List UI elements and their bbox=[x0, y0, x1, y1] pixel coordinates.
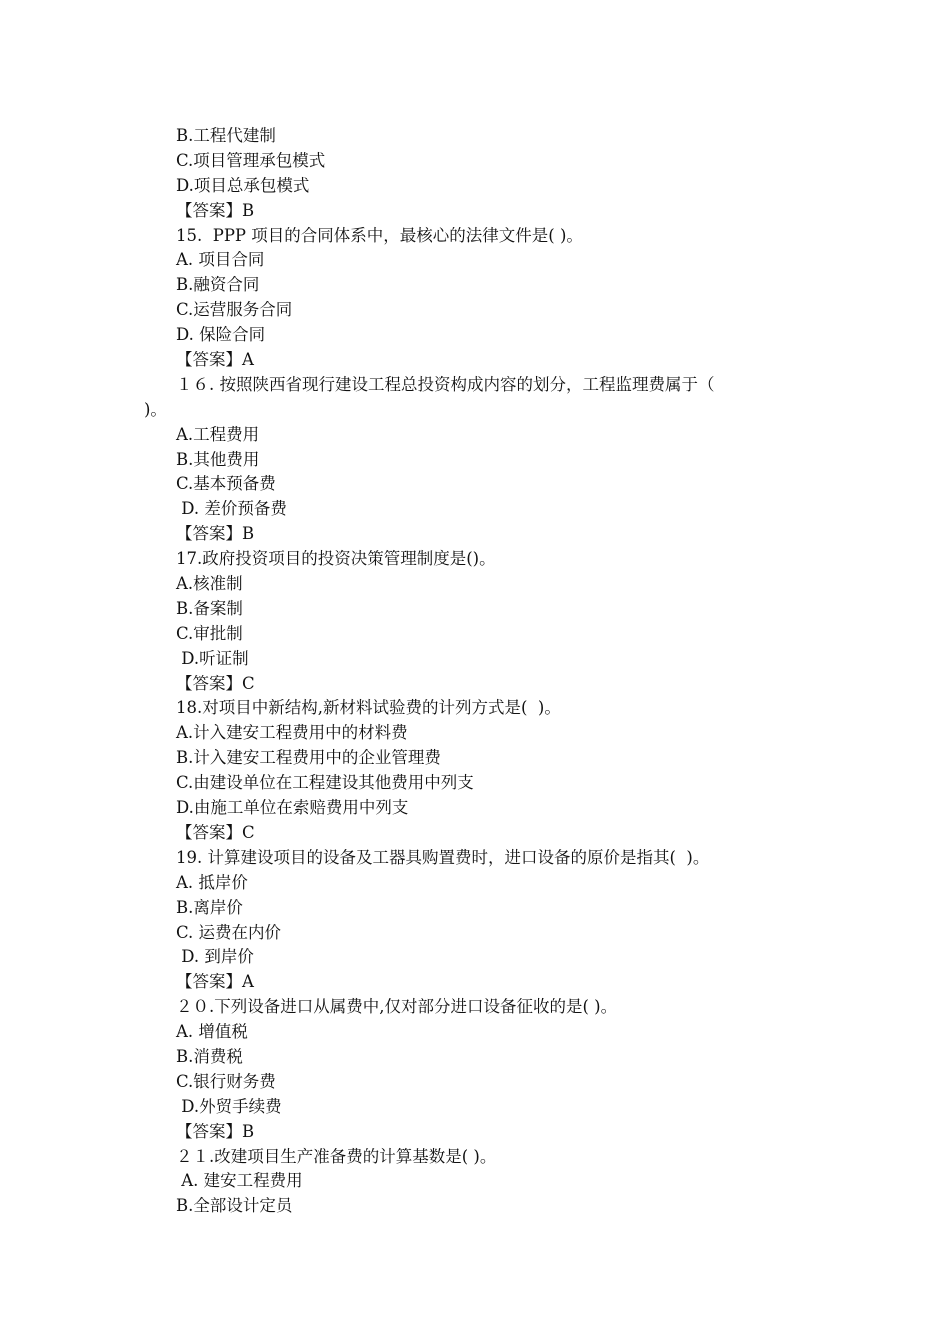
option-line: C.运营服务合同 bbox=[176, 300, 293, 320]
question-line: ２０.下列设备进口从属费中,仅对部分进口设备征收的是( )。 bbox=[176, 997, 618, 1017]
option-line: A.计入建安工程费用中的材料费 bbox=[176, 723, 408, 743]
answer-line: 【答案】B bbox=[176, 524, 255, 544]
question-line: 18.对项目中新结构,新材料试验费的计列方式是( )。 bbox=[176, 698, 561, 718]
option-line: A. 建安工程费用 bbox=[176, 1171, 303, 1191]
option-line: D. 到岸价 bbox=[176, 947, 254, 967]
answer-line: 【答案】A bbox=[176, 972, 254, 992]
option-line: B.消费税 bbox=[176, 1046, 243, 1066]
question-line: 17.政府投资项目的投资决策管理制度是()。 bbox=[176, 549, 496, 569]
option-line: A. 抵岸价 bbox=[176, 872, 248, 892]
answer-line: 【答案】C bbox=[176, 822, 255, 842]
option-line: B.融资合同 bbox=[176, 275, 260, 295]
option-line: C.审批制 bbox=[176, 623, 243, 643]
option-line: A.核准制 bbox=[176, 574, 243, 594]
option-line: D.由施工单位在索赔费用中列支 bbox=[176, 798, 409, 818]
option-line: B.工程代建制 bbox=[176, 126, 276, 145]
option-line: B.计入建安工程费用中的企业管理费 bbox=[176, 748, 441, 768]
option-line: D.项目总承包模式 bbox=[176, 175, 310, 195]
option-line: B.备案制 bbox=[176, 598, 243, 618]
option-line: C.项目管理承包模式 bbox=[176, 150, 326, 170]
option-line: A. 增值税 bbox=[176, 1022, 248, 1042]
question-line: ２１.改建项目生产准备费的计算基数是( )。 bbox=[176, 1146, 497, 1166]
question-text-block bbox=[144, 124, 816, 1219]
option-line: D. 保险合同 bbox=[176, 325, 266, 345]
option-line: B.全部设计定员 bbox=[176, 1196, 293, 1216]
option-line: B.其他费用 bbox=[176, 449, 260, 469]
answer-line: 【答案】A bbox=[176, 350, 254, 370]
question-line-continuation: )。 bbox=[144, 399, 167, 419]
option-line: C.由建设单位在工程建设其他费用中列支 bbox=[176, 773, 474, 793]
answer-line: 【答案】B bbox=[176, 200, 255, 220]
option-line: A. 项目合同 bbox=[176, 250, 265, 270]
answer-line: 【答案】B bbox=[176, 1121, 255, 1141]
option-line: D.外贸手续费 bbox=[176, 1096, 282, 1116]
option-line: D.听证制 bbox=[176, 648, 249, 668]
option-line: A.工程费用 bbox=[176, 424, 260, 444]
question-line: １６. 按照陕西省现行建设工程总投资构成内容的划分，工程监理费属于（ bbox=[176, 374, 715, 394]
question-line: 19. 计算建设项目的设备及工器具购置费时，进口设备的原价是指其( )。 bbox=[176, 847, 710, 867]
option-line: C.银行财务费 bbox=[176, 1071, 276, 1091]
option-line: C. 运费在内价 bbox=[176, 922, 282, 942]
option-line: C.基本预备费 bbox=[176, 474, 276, 494]
option-line: B.离岸价 bbox=[176, 897, 243, 917]
answer-line: 【答案】C bbox=[176, 673, 255, 693]
option-line: D. 差价预备费 bbox=[176, 499, 287, 519]
question-line: 15. PPP 项目的合同体系中，最核心的法律文件是( )。 bbox=[176, 225, 583, 245]
